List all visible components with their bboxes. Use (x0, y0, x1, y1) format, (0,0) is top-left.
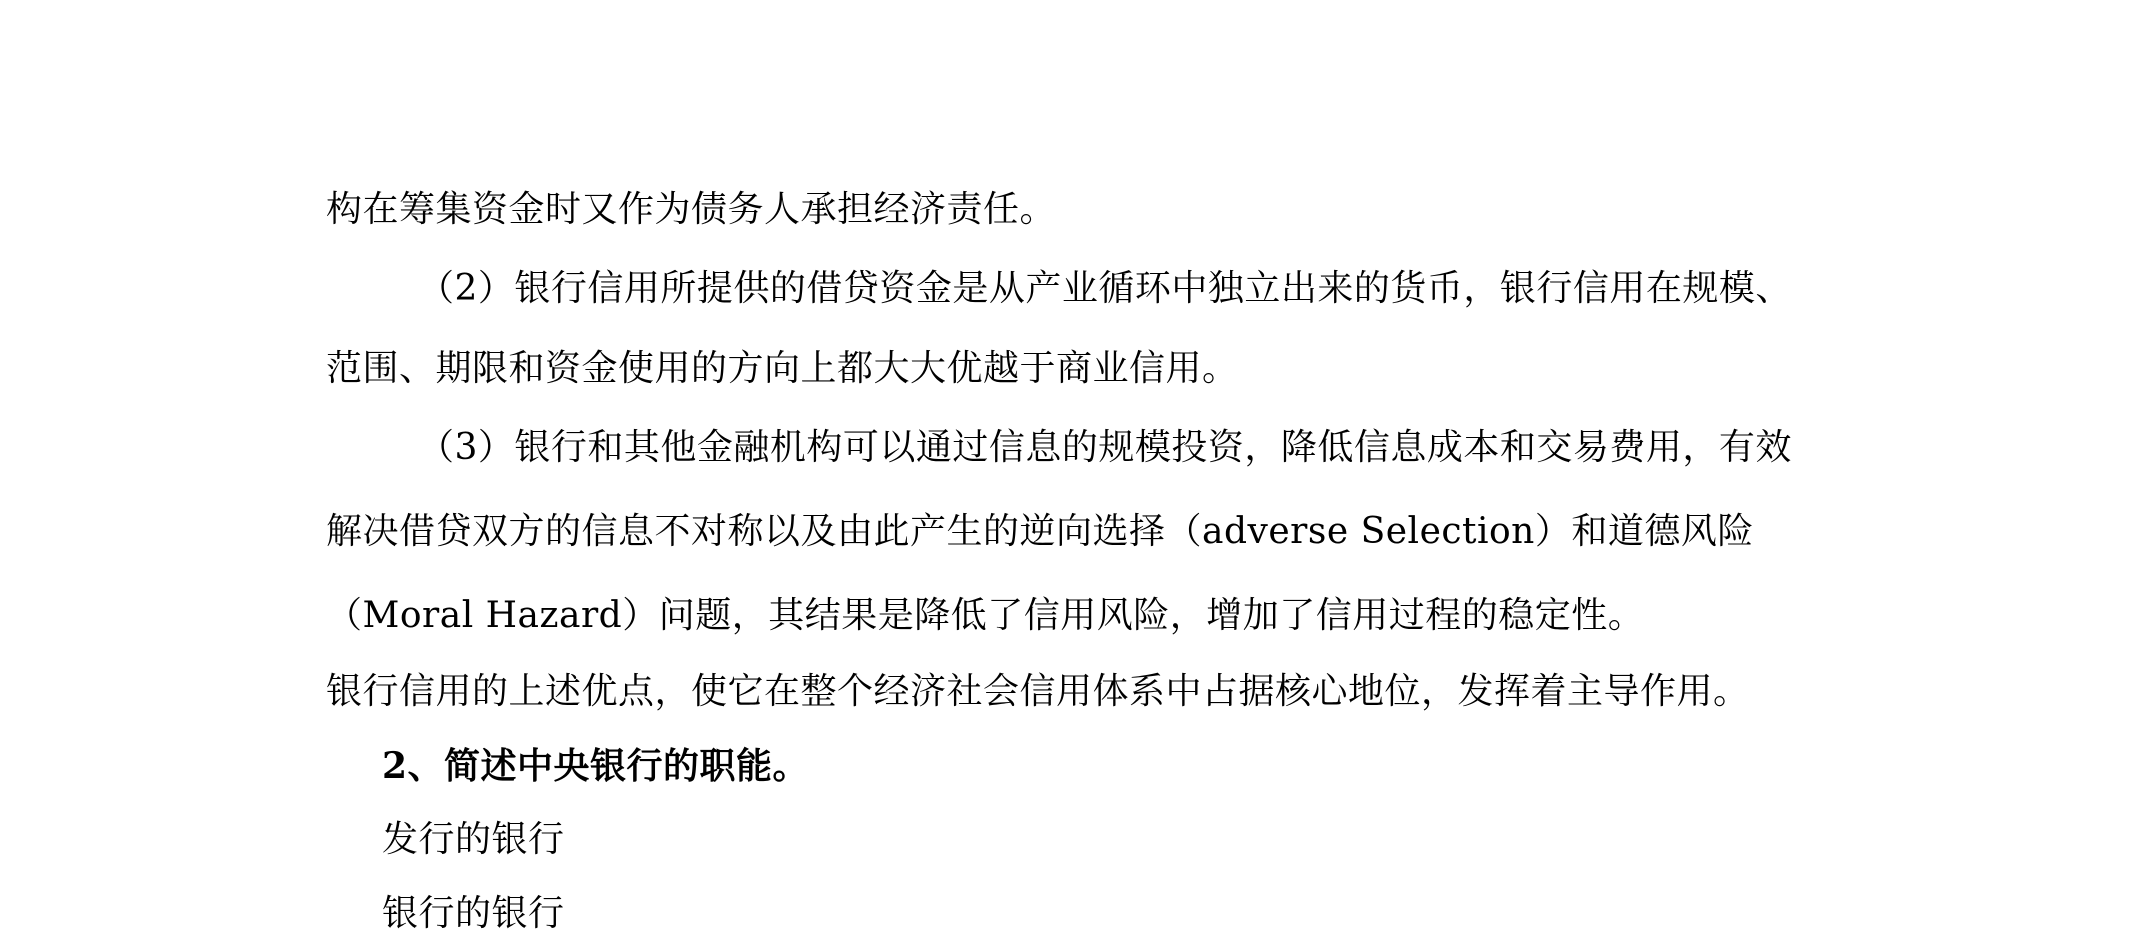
list-item: 银行的银行 (382, 893, 565, 934)
paragraph-line-1: 构在筹集资金时又作为债务人承担经济责任。 (326, 189, 1057, 230)
paragraph-line-3: 范围、期限和资金使用的方向上都大大优越于商业信用。 (326, 348, 1239, 389)
paragraph-line-6: （Moral Hazard）问题，其结果是降低了信用风险，增加了信用过程的稳定性。 (326, 595, 1645, 636)
list-item: 发行的银行 (382, 819, 565, 860)
paragraph-line-4: （3）银行和其他金融机构可以通过信息的规模投资，降低信息成本和交易费用，有效 (418, 427, 1792, 468)
section-heading: 2、简述中央银行的职能。 (382, 745, 810, 787)
paragraph-line-7: 银行信用的上述优点，使它在整个经济社会信用体系中占据核心地位，发挥着主导作用。 (326, 671, 1750, 712)
paragraph-line-5: 解决借贷双方的信息不对称以及由此产生的逆向选择（adverse Selection）和道德风险 (326, 511, 1754, 552)
paragraph-line-2: （2）银行信用所提供的借贷资金是从产业循环中独立出来的货币，银行信用在规模、 (418, 268, 1792, 309)
